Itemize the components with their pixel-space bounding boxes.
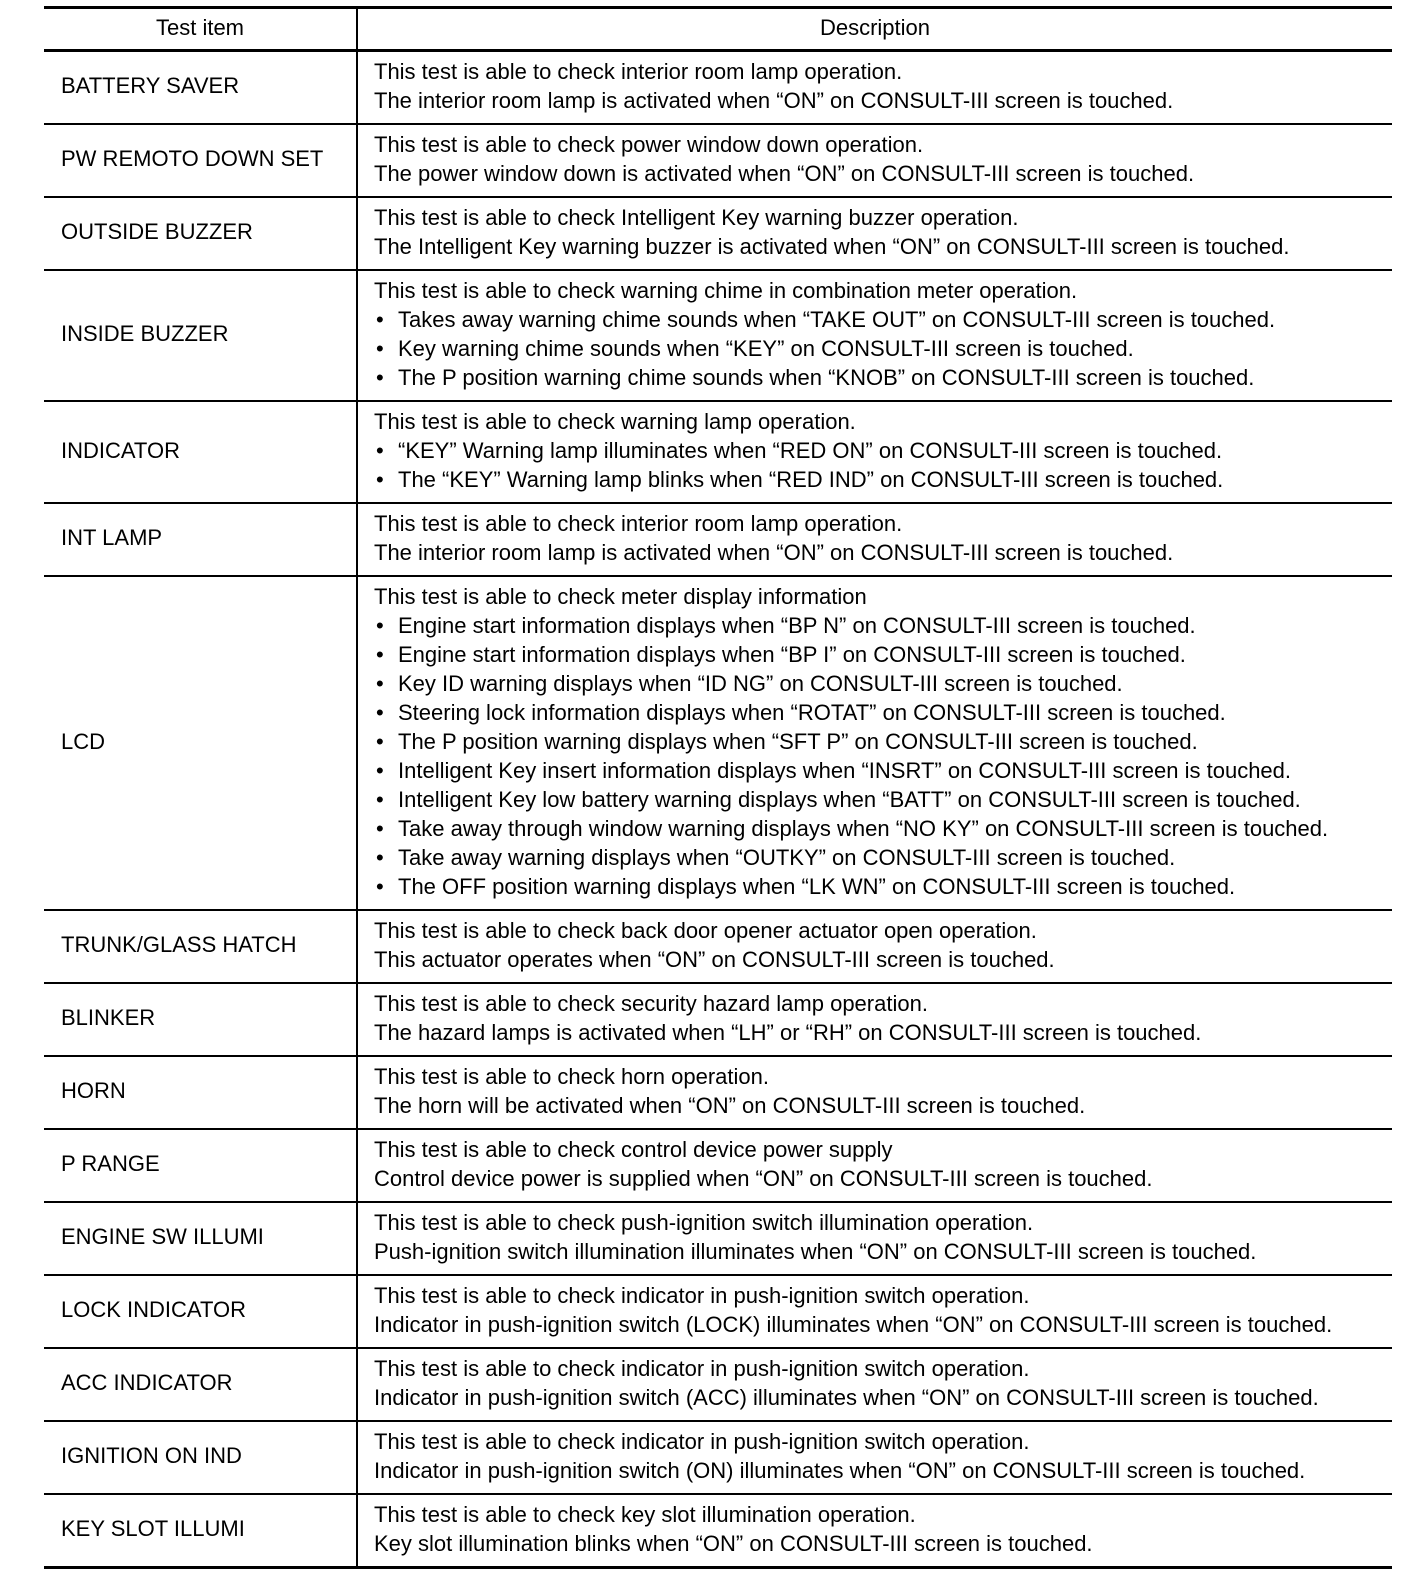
description-cell [357, 1056, 1392, 1129]
test-item-cell: IGNITION ON IND [44, 1421, 357, 1494]
table-row [44, 1202, 1392, 1275]
test-item-cell: ACC INDICATOR [44, 1348, 357, 1421]
description-cell [357, 1348, 1392, 1421]
description-line: This test is able to check indicator in push-ignition switch operation. [374, 1429, 1030, 1454]
description-line: This test is able to check interior room lamp operation. [374, 59, 903, 84]
description-cell [357, 910, 1392, 983]
description-line: This test is able to check key slot illumination operation. [374, 1502, 916, 1527]
test-item-cell: TRUNK/GLASS HATCH [44, 910, 357, 983]
table-row [44, 1056, 1392, 1129]
description-cell [357, 576, 1392, 910]
description-line: This test is able to check warning chime in combination meter operation. [374, 278, 1078, 303]
test-item-cell: HORN [44, 1056, 357, 1129]
description-bullet: • The OFF position warning displays when “LK WN” on CONSULT-III screen is touched. [374, 872, 1392, 901]
table-row [44, 401, 1392, 503]
description-bullet: • Takes away warning chime sounds when “TAKE OUT” on CONSULT-III screen is touched. [374, 305, 1392, 334]
table-header [44, 8, 1392, 51]
description-line: Push-ignition switch illumination illuminates when “ON” on CONSULT-III screen is touched. [374, 1239, 1257, 1264]
description-bullet: • Intelligent Key insert information displays when “INSRT” on CONSULT-III screen is touched. [374, 756, 1392, 785]
test-item-cell: INT LAMP [44, 503, 357, 576]
description-line: This test is able to check back door opener actuator open operation. [374, 918, 1037, 943]
description-bullet: • Intelligent Key low battery warning displays when “BATT” on CONSULT-III screen is touched. [374, 785, 1392, 814]
table-row [44, 1348, 1392, 1421]
description-line: This test is able to check horn operation. [374, 1064, 769, 1089]
table-row [44, 1275, 1392, 1348]
description-cell [357, 1275, 1392, 1348]
description-cell [357, 270, 1392, 401]
table-row [44, 983, 1392, 1056]
test-item-cell: P RANGE [44, 1129, 357, 1202]
header-description: Description [357, 8, 1392, 51]
description-bullet: • Key ID warning displays when “ID NG” on CONSULT-III screen is touched. [374, 669, 1392, 698]
test-item-cell: ENGINE SW ILLUMI [44, 1202, 357, 1275]
description-line: The interior room lamp is activated when “ON” on CONSULT-III screen is touched. [374, 540, 1174, 565]
description-line: The power window down is activated when “ON” on CONSULT-III screen is touched. [374, 161, 1195, 186]
description-cell [357, 1129, 1392, 1202]
description-line: Indicator in push-ignition switch (ON) illuminates when “ON” on CONSULT-III screen is touched. [374, 1458, 1306, 1483]
active-test-table [44, 6, 1392, 1569]
description-line: The horn will be activated when “ON” on CONSULT-III screen is touched. [374, 1093, 1086, 1118]
description-line: The Intelligent Key warning buzzer is activated when “ON” on CONSULT-III screen is touched. [374, 234, 1290, 259]
description-line: The hazard lamps is activated when “LH” or “RH” on CONSULT-III screen is touched. [374, 1020, 1202, 1045]
description-cell [357, 51, 1392, 125]
table-row [44, 910, 1392, 983]
test-item-cell: LCD [44, 576, 357, 910]
test-item-cell: BATTERY SAVER [44, 51, 357, 125]
description-bullet: • Take away through window warning displays when “NO KY” on CONSULT-III screen is touched. [374, 814, 1392, 843]
description-cell [357, 1202, 1392, 1275]
test-item-cell: INDICATOR [44, 401, 357, 503]
header-test-item: Test item [44, 8, 357, 51]
description-cell [357, 197, 1392, 270]
description-cell [357, 401, 1392, 503]
description-bullet: • Key warning chime sounds when “KEY” on CONSULT-III screen is touched. [374, 334, 1392, 363]
description-bullet: • “KEY” Warning lamp illuminates when “RED ON” on CONSULT-III screen is touched. [374, 436, 1392, 465]
header-row [44, 8, 1392, 51]
description-bullet: • Steering lock information displays when “ROTAT” on CONSULT-III screen is touched. [374, 698, 1392, 727]
description-line: This test is able to check control device power supply [374, 1137, 893, 1162]
test-item-cell: BLINKER [44, 983, 357, 1056]
description-bullet: • Take away warning displays when “OUTKY” on CONSULT-III screen is touched. [374, 843, 1392, 872]
description-cell [357, 983, 1392, 1056]
description-line: Control device power is supplied when “ON” on CONSULT-III screen is touched. [374, 1166, 1153, 1191]
table-row [44, 576, 1392, 910]
description-line: Indicator in push-ignition switch (ACC) illuminates when “ON” on CONSULT-III screen is touched. [374, 1385, 1319, 1410]
description-bullet: • The P position warning displays when “SFT P” on CONSULT-III screen is touched. [374, 727, 1392, 756]
description-line: This test is able to check Intelligent Key warning buzzer operation. [374, 205, 1019, 230]
description-bullet: • Engine start information displays when “BP N” on CONSULT-III screen is touched. [374, 611, 1392, 640]
description-line: Indicator in push-ignition switch (LOCK) illuminates when “ON” on CONSULT-III screen is touched. [374, 1312, 1333, 1337]
description-cell [357, 1494, 1392, 1568]
table-row [44, 270, 1392, 401]
description-line: Key slot illumination blinks when “ON” on CONSULT-III screen is touched. [374, 1531, 1093, 1556]
description-cell [357, 503, 1392, 576]
description-line: This test is able to check meter display information [374, 584, 867, 609]
description-line: This test is able to check indicator in push-ignition switch operation. [374, 1283, 1030, 1308]
description-line: This actuator operates when “ON” on CONSULT-III screen is touched. [374, 947, 1055, 972]
description-bullet: • The “KEY” Warning lamp blinks when “RED IND” on CONSULT-III screen is touched. [374, 465, 1392, 494]
table-row [44, 1129, 1392, 1202]
table-row [44, 197, 1392, 270]
table-body [44, 51, 1392, 1568]
description-bullet: • Engine start information displays when “BP I” on CONSULT-III screen is touched. [374, 640, 1392, 669]
test-item-cell: INSIDE BUZZER [44, 270, 357, 401]
description-line: The interior room lamp is activated when “ON” on CONSULT-III screen is touched. [374, 88, 1174, 113]
table-row [44, 1494, 1392, 1568]
description-bullet: • The P position warning chime sounds when “KNOB” on CONSULT-III screen is touched. [374, 363, 1392, 392]
description-line: This test is able to check interior room lamp operation. [374, 511, 903, 536]
test-item-cell: PW REMOTO DOWN SET [44, 124, 357, 197]
description-cell [357, 124, 1392, 197]
description-line: This test is able to check security hazard lamp operation. [374, 991, 928, 1016]
table-row [44, 124, 1392, 197]
test-item-cell: LOCK INDICATOR [44, 1275, 357, 1348]
description-line: This test is able to check push-ignition switch illumination operation. [374, 1210, 1034, 1235]
test-item-cell: KEY SLOT ILLUMI [44, 1494, 357, 1568]
description-line: This test is able to check power window down operation. [374, 132, 924, 157]
test-item-cell: OUTSIDE BUZZER [44, 197, 357, 270]
table-row [44, 503, 1392, 576]
description-line: This test is able to check indicator in push-ignition switch operation. [374, 1356, 1030, 1381]
description-cell [357, 1421, 1392, 1494]
table-row [44, 51, 1392, 125]
description-line: This test is able to check warning lamp operation. [374, 409, 856, 434]
table-row [44, 1421, 1392, 1494]
